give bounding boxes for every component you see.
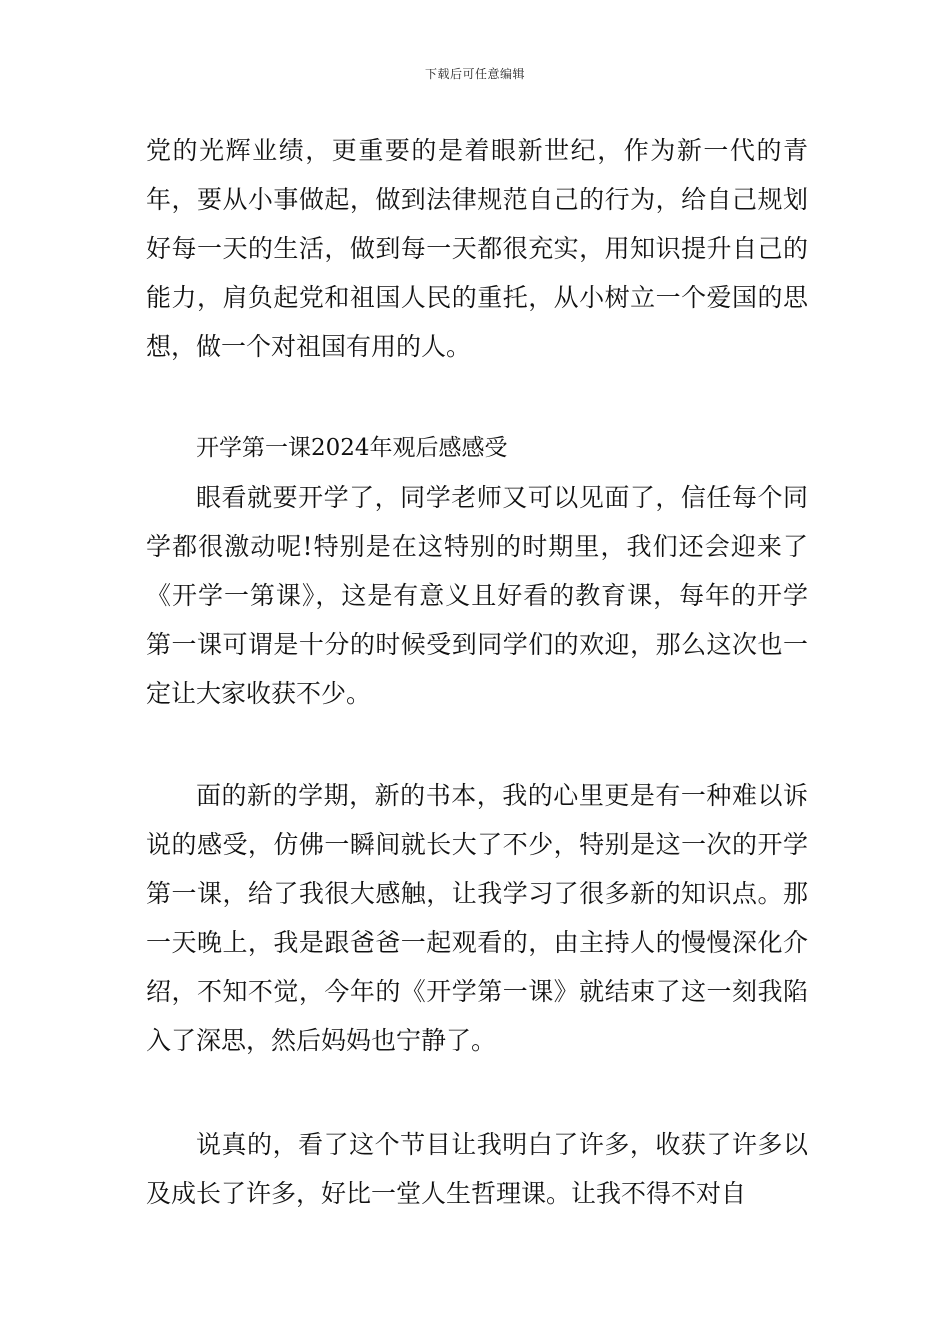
paragraph-2: 眼看就要开学了，同学老师又可以见面了，信任每个同学都很激动呢!特别是在这特别的时期里，我们还会迎来了《开学一第课》，这是有意义且好看的教育课，每年的开学第一课可谓是十分的时候受到同学们的欢迎，那么这次也一定让大家收获不少。 [146,483,808,708]
paragraph-1: 党的光辉业绩，更重要的是着眼新世纪，作为新一代的青年，要从小事做起，做到法律规范自己的行为，给自己规划好每一天的生活，做到每一天都很充实，用知识提升自己的能力，肩负起党和祖国人民的重托，从小树立一个爱国的思想，做一个对祖国有用的人。 [146,136,808,361]
section-heading: 开学第一课2024年观后感感受 [196,435,508,461]
paragraph-3: 面的新的学期，新的书本，我的心里更是有一种难以诉说的感受，仿佛一瞬间就长大了不少，特别是这一次的开学第一课，给了我很大感触，让我学习了很多新的知识点。那一天晚上，我是跟爸爸一起观看的，由主持人的慢慢深化介绍，不知不觉，今年的《开学第一课》就结束了这一刻我陷入了深思，然后妈妈也宁静了。 [146,781,808,1055]
page-header-note: 下载后可任意编辑 [424,67,525,81]
paragraph-4: 说真的，看了这个节目让我明白了许多，收获了许多以及成长了许多，好比一堂人生哲理课。让我不得不对自 [146,1130,808,1208]
